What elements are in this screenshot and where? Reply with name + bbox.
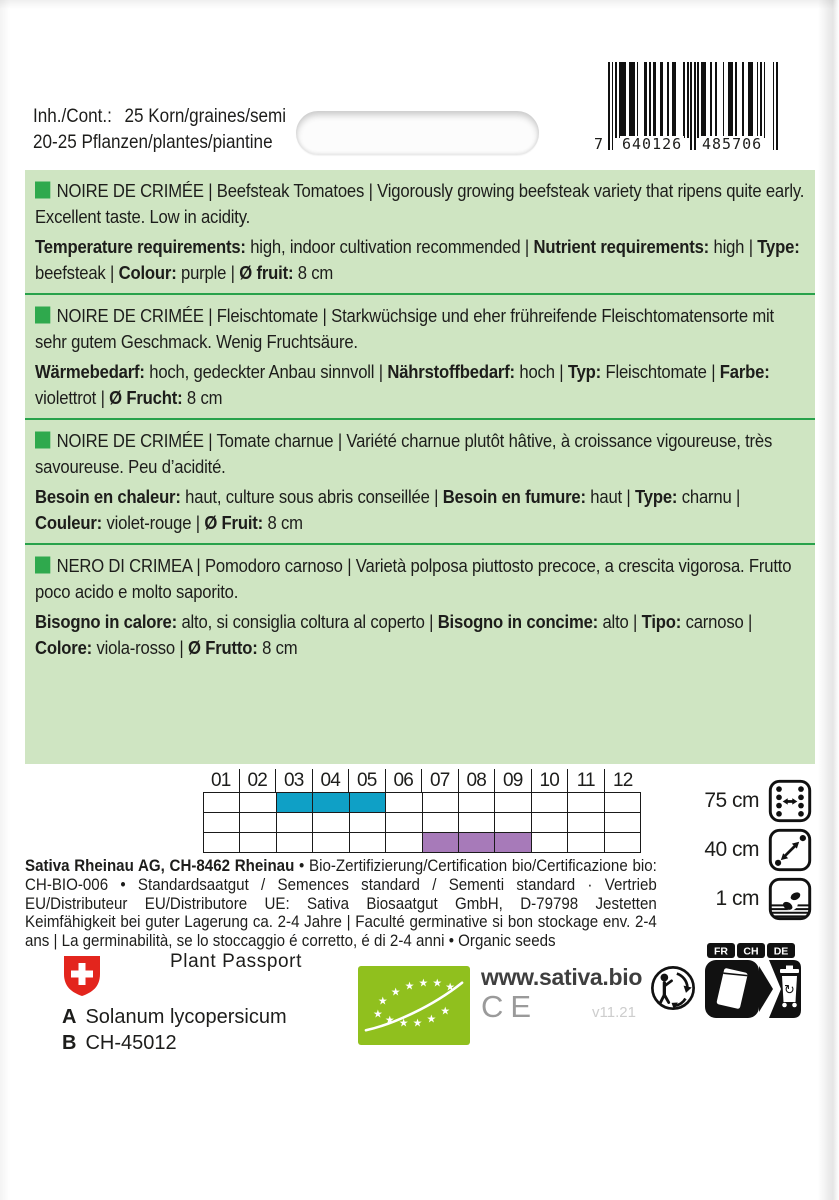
calendar-cell — [568, 833, 604, 853]
calendar-cell — [386, 793, 422, 813]
calendar-cell — [277, 833, 313, 853]
calendar-cell — [495, 813, 531, 833]
calendar-month-02: 02 — [240, 769, 277, 793]
calendar-cell — [277, 813, 313, 833]
row-spacing — [640, 779, 812, 823]
barcode — [594, 62, 778, 158]
calendar-cell — [386, 813, 422, 833]
info-block-de — [25, 293, 815, 418]
calendar-month-10: 10 — [532, 769, 569, 793]
svg-text:★: ★ — [418, 976, 429, 990]
calendar-cell — [386, 833, 422, 853]
svg-text:★: ★ — [412, 1016, 423, 1030]
variety-description: NOIRE DE CRIMÉE | Beefsteak Tomatoes | Vigorously growing beefsteak variety that ripens quite early. Excellent taste. Low in acidity. — [35, 180, 805, 227]
svg-text:★: ★ — [390, 985, 401, 999]
calendar-cell — [350, 813, 386, 833]
calendar-cell — [532, 813, 568, 833]
variety-description-panel — [25, 170, 815, 764]
calendar-month-06: 06 — [386, 769, 423, 793]
calendar-cell — [350, 833, 386, 853]
calendar-month-03: 03 — [276, 769, 313, 793]
calendar-month-08: 08 — [459, 769, 496, 793]
packaging-disposal-icon — [703, 942, 803, 1020]
certification-text: • Bio-Zertifizierung/Certification bio/Certificazione bio: CH-BIO-006 • Standardsaatgut / Semences standard / Sementi standard · Vertrieb EU/Distributeur EU/Distributore UE: Sativa Biosaatgut GmbH, D-79798 Jestetten Keimfähigkeit bei guter Lagerung ca. 2-4 Jahre | Faculté germinative si bon stockage env. 2-4 ans | La germinabilità, se lo stoccaggio é corretto, é di 2-4 anni • Organic seeds — [25, 856, 657, 951]
company-name: Sativa Rheinau AG, CH-8462 Rheinau — [25, 856, 295, 875]
row-spacing-icon — [768, 778, 812, 824]
eu-organic-leaf-icon — [358, 966, 470, 1045]
calendar-cell-harvest-08 — [459, 833, 495, 853]
calendar-month-11: 11 — [568, 769, 605, 793]
barcode-digit-group: 485706 — [702, 135, 763, 153]
packet-edge-shading — [0, 0, 10, 1200]
barcode-digit-group: 7 — [594, 135, 605, 153]
row-spacing-label: 75 cm — [704, 789, 759, 812]
svg-text:★: ★ — [384, 1013, 395, 1027]
calendar-cell — [532, 833, 568, 853]
svg-text:★: ★ — [377, 994, 388, 1008]
green-square-bullet-icon — [35, 432, 50, 449]
packet-edge-shading — [0, 0, 839, 9]
variety-specs: Bisogno in calore: alto, si consiglia coltura al coperto | Bisogno in concime: alto | Tipo: carnoso | Colore: viola-rosso | Ø Frutto: 8 cm — [35, 611, 753, 658]
sowing-depth — [640, 877, 812, 921]
calendar-cell — [204, 833, 240, 853]
calendar-cell — [605, 793, 641, 813]
version-label: v11.21 — [592, 1004, 636, 1021]
plant-spacing-label: 40 cm — [704, 838, 759, 861]
svg-text:★: ★ — [398, 1016, 409, 1030]
variety-description: NOIRE DE CRIMÉE | Tomate charnue | Variété charnue plutôt hâtive, à croissance vigoureuse, très savoureuse. Peu d’acidité. — [35, 430, 773, 477]
sowing-calendar — [203, 769, 641, 853]
svg-text:★: ★ — [432, 976, 443, 990]
packet-edge-shading — [818, 0, 839, 1200]
sowing-depth-icon — [768, 876, 812, 922]
company-certification-text — [25, 857, 657, 951]
calendar-cell — [313, 813, 349, 833]
calendar-cell — [423, 793, 459, 813]
calendar-month-05: 05 — [349, 769, 386, 793]
calendar-cell — [240, 833, 276, 853]
calendar-cell — [459, 813, 495, 833]
contents-value: 25 Korn/graines/semi — [124, 106, 287, 127]
calendar-cell — [495, 793, 531, 813]
plant-passport-title: Plant Passport — [170, 951, 302, 972]
triman-recycling-icon — [649, 962, 697, 1016]
plant-spacing — [640, 828, 812, 872]
ce-mark: CE — [481, 989, 539, 1024]
svg-text:↻: ↻ — [784, 983, 795, 998]
contents-label: Inh./Cont.: — [33, 106, 112, 127]
calendar-month-12: 12 — [612, 770, 633, 791]
plant-spacing-icon — [768, 827, 812, 873]
calendar-cell-sowing-03 — [277, 793, 313, 813]
passport-entry-a: A Solanum lycopersicum — [62, 1006, 287, 1028]
svg-text:★: ★ — [445, 980, 456, 994]
svg-text:★: ★ — [426, 1012, 437, 1026]
variety-description: NOIRE DE CRIMÉE | Fleischtomate | Starkwüchsige und eher frühreifende Fleischtomatensorte mit sehr gutem Geschmack. Wenig Fruchtsäure. — [35, 305, 774, 352]
calendar-cell — [568, 793, 604, 813]
sowing-depth-label: 1 cm — [715, 887, 759, 910]
spacing-info — [640, 779, 812, 926]
calendar-month-09: 09 — [495, 769, 532, 793]
calendar-cell — [568, 813, 604, 833]
disposal-tab-fr: FR — [714, 945, 728, 958]
calendar-grid — [203, 792, 641, 853]
info-block-it — [25, 543, 815, 668]
calendar-cell — [204, 813, 240, 833]
variety-description: NERO DI CRIMEA | Pomodoro carnoso | Varietà polposa piuttosto precoce, a crescita vigorosa. Frutto poco acido e molto saporito. — [35, 555, 792, 602]
calendar-cell-harvest-07 — [423, 833, 459, 853]
swiss-shield-icon — [62, 954, 102, 998]
green-square-bullet-icon — [35, 307, 50, 324]
info-block-en — [25, 170, 815, 293]
calendar-cell — [605, 833, 641, 853]
calendar-cell — [204, 793, 240, 813]
calendar-cell — [240, 793, 276, 813]
svg-text:★: ★ — [440, 1004, 451, 1018]
passport-entry-b: B CH-45012 — [62, 1032, 177, 1054]
website-url: www.sativa.bio — [481, 964, 643, 990]
calendar-cell — [423, 813, 459, 833]
hang-hole-slot — [296, 111, 539, 155]
green-square-bullet-icon — [35, 557, 50, 574]
eu-organic-logo — [358, 966, 470, 1045]
calendar-cell-harvest-09 — [495, 833, 531, 853]
barcode-digit-group: 640126 — [622, 135, 683, 153]
calendar-cell — [605, 813, 641, 833]
calendar-cell-sowing-04 — [313, 793, 349, 813]
variety-specs: Temperature requirements: high, indoor cultivation recommended | Nutrient requirements: high | Type: beefsteak | Colour: purple | Ø fruit: 8 cm — [35, 236, 800, 283]
calendar-month-07: 07 — [422, 769, 459, 793]
contents-line2: 20-25 Pflanzen/plantes/piantine — [33, 132, 273, 153]
variety-specs: Besoin en chaleur: haut, culture sous abris conseillée | Besoin en fumure: haut | Type: charnu | Couleur: violet-rouge | Ø Fruit: 8 cm — [35, 486, 741, 533]
calendar-cell — [240, 813, 276, 833]
svg-text:★: ★ — [372, 1007, 383, 1021]
calendar-cell-sowing-05 — [350, 793, 386, 813]
calendar-month-01: 01 — [203, 769, 240, 793]
variety-specs: Wärmebedarf: hoch, gedeckter Anbau sinnvoll | Nährstoffbedarf: hoch | Typ: Fleischtomate | Farbe: violettrot | Ø Frucht: 8 cm — [35, 361, 770, 408]
calendar-month-header — [203, 769, 641, 792]
calendar-cell — [313, 833, 349, 853]
calendar-cell — [459, 793, 495, 813]
plant-passport-entries — [62, 1004, 287, 1056]
svg-text:★: ★ — [404, 979, 415, 993]
calendar-month-04: 04 — [313, 769, 350, 793]
disposal-tab-de: DE — [773, 945, 789, 958]
green-square-bullet-icon — [35, 182, 50, 199]
info-block-fr — [25, 418, 815, 543]
calendar-cell — [532, 793, 568, 813]
disposal-tab-ch: CH — [743, 945, 759, 958]
